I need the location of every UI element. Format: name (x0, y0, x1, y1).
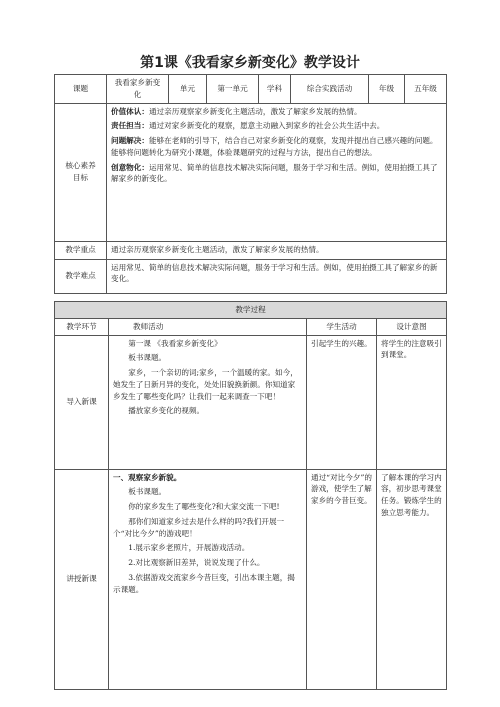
core-item: 问题解决：能够在老师的引导下，结合自己对家乡新变化的观察，发现并提出自己感兴趣的问题。能够将问题转化为研究小课题，体验课题研究的过程与方法，提出自己的想法。 (111, 136, 438, 157)
col-intent: 设计意图 (377, 318, 447, 335)
table-row (55, 335, 447, 469)
grade-value: 五年级 (405, 75, 447, 104)
core-label: 核心素养目标 (55, 103, 107, 241)
unit-value: 第一单元 (207, 75, 259, 104)
student-cell: 通过“对比今夕”的游戏，使学生了解家乡的今昔巨变。 (307, 469, 377, 689)
step-cell: 讲授新课 (55, 469, 109, 689)
course-value: 我看家乡新变化 (107, 75, 169, 104)
col-step: 教学环节 (55, 318, 109, 335)
teacher-cell: 第一课 《我看家乡新变化》 板书课题。 家乡，一个亲切的词;家乡，一个温暖的家。如今，她发生了日新月异的变化，处处旧貌换新颜。你知道家乡发生了哪些变化吗？让我们一起来调查一下吧！ 播放家乡变化的视频。 (109, 335, 307, 469)
key-text: 通过亲历观察家乡新变化主题活动，激发了解家乡发展的热情。 (107, 241, 447, 259)
student-cell: 引起学生的兴趣。 (307, 335, 377, 469)
table-row (55, 469, 447, 689)
unit-label: 单元 (169, 75, 207, 104)
grade-label: 年级 (369, 75, 405, 104)
core-item: 责任担当：通过对家乡新变化的观察，愿意主动融入到家乡的社会公共生活中去。 (111, 121, 385, 131)
difficulty-label: 教学难点 (55, 259, 107, 293)
intent-cell: 了解本课的学习内容，初步思考课堂任务。锻炼学生的独立思考能力。 (377, 469, 447, 689)
key-label: 教学重点 (55, 241, 107, 259)
course-label: 课题 (55, 75, 107, 104)
col-student: 学生活动 (307, 318, 377, 335)
page-title: 第1课《我看家乡新变化》教学设计 (140, 55, 360, 71)
difficulty-text: 运用常见、简单的信息技术解决实际问题，服务于学习和生活。例如，使用拍摄工具了解家乡的新变化。 (107, 259, 447, 293)
process-header: 教学过程 (55, 302, 447, 319)
subject-value: 综合实践活动 (291, 75, 369, 104)
info-table (54, 74, 447, 294)
core-item: 价值体认：通过亲历观察家乡新变化主题活动，激发了解家乡发展的热情。 (111, 106, 362, 116)
teacher-cell: 一、观察家乡新貌。 板书课题。 你的家乡发生了哪些变化?和大家交流一下吧! 那你们知道家乡过去是什么样的吗?我们开展一个“对比今夕”的游戏吧！ 1.展示家乡老照片，开展游戏活动。 2.对比观察新旧差异，说说发现了什么。 3.依据游戏交流家乡今昔巨变，引出本课主题，揭示课题。 (109, 469, 307, 689)
process-table (54, 301, 447, 690)
core-goals (107, 103, 447, 241)
intent-cell: 将学生的注意吸引到课堂。 (377, 335, 447, 469)
col-teacher: 教师活动 (109, 318, 307, 335)
core-item: 创意物化：运用常见、简单的信息技术解决实际问题，服务于学习和生活。例如，使用拍摄工具了解家乡的新变化。 (111, 162, 438, 184)
subject-label: 学科 (259, 75, 291, 104)
step-cell: 导入新课 (55, 335, 109, 469)
